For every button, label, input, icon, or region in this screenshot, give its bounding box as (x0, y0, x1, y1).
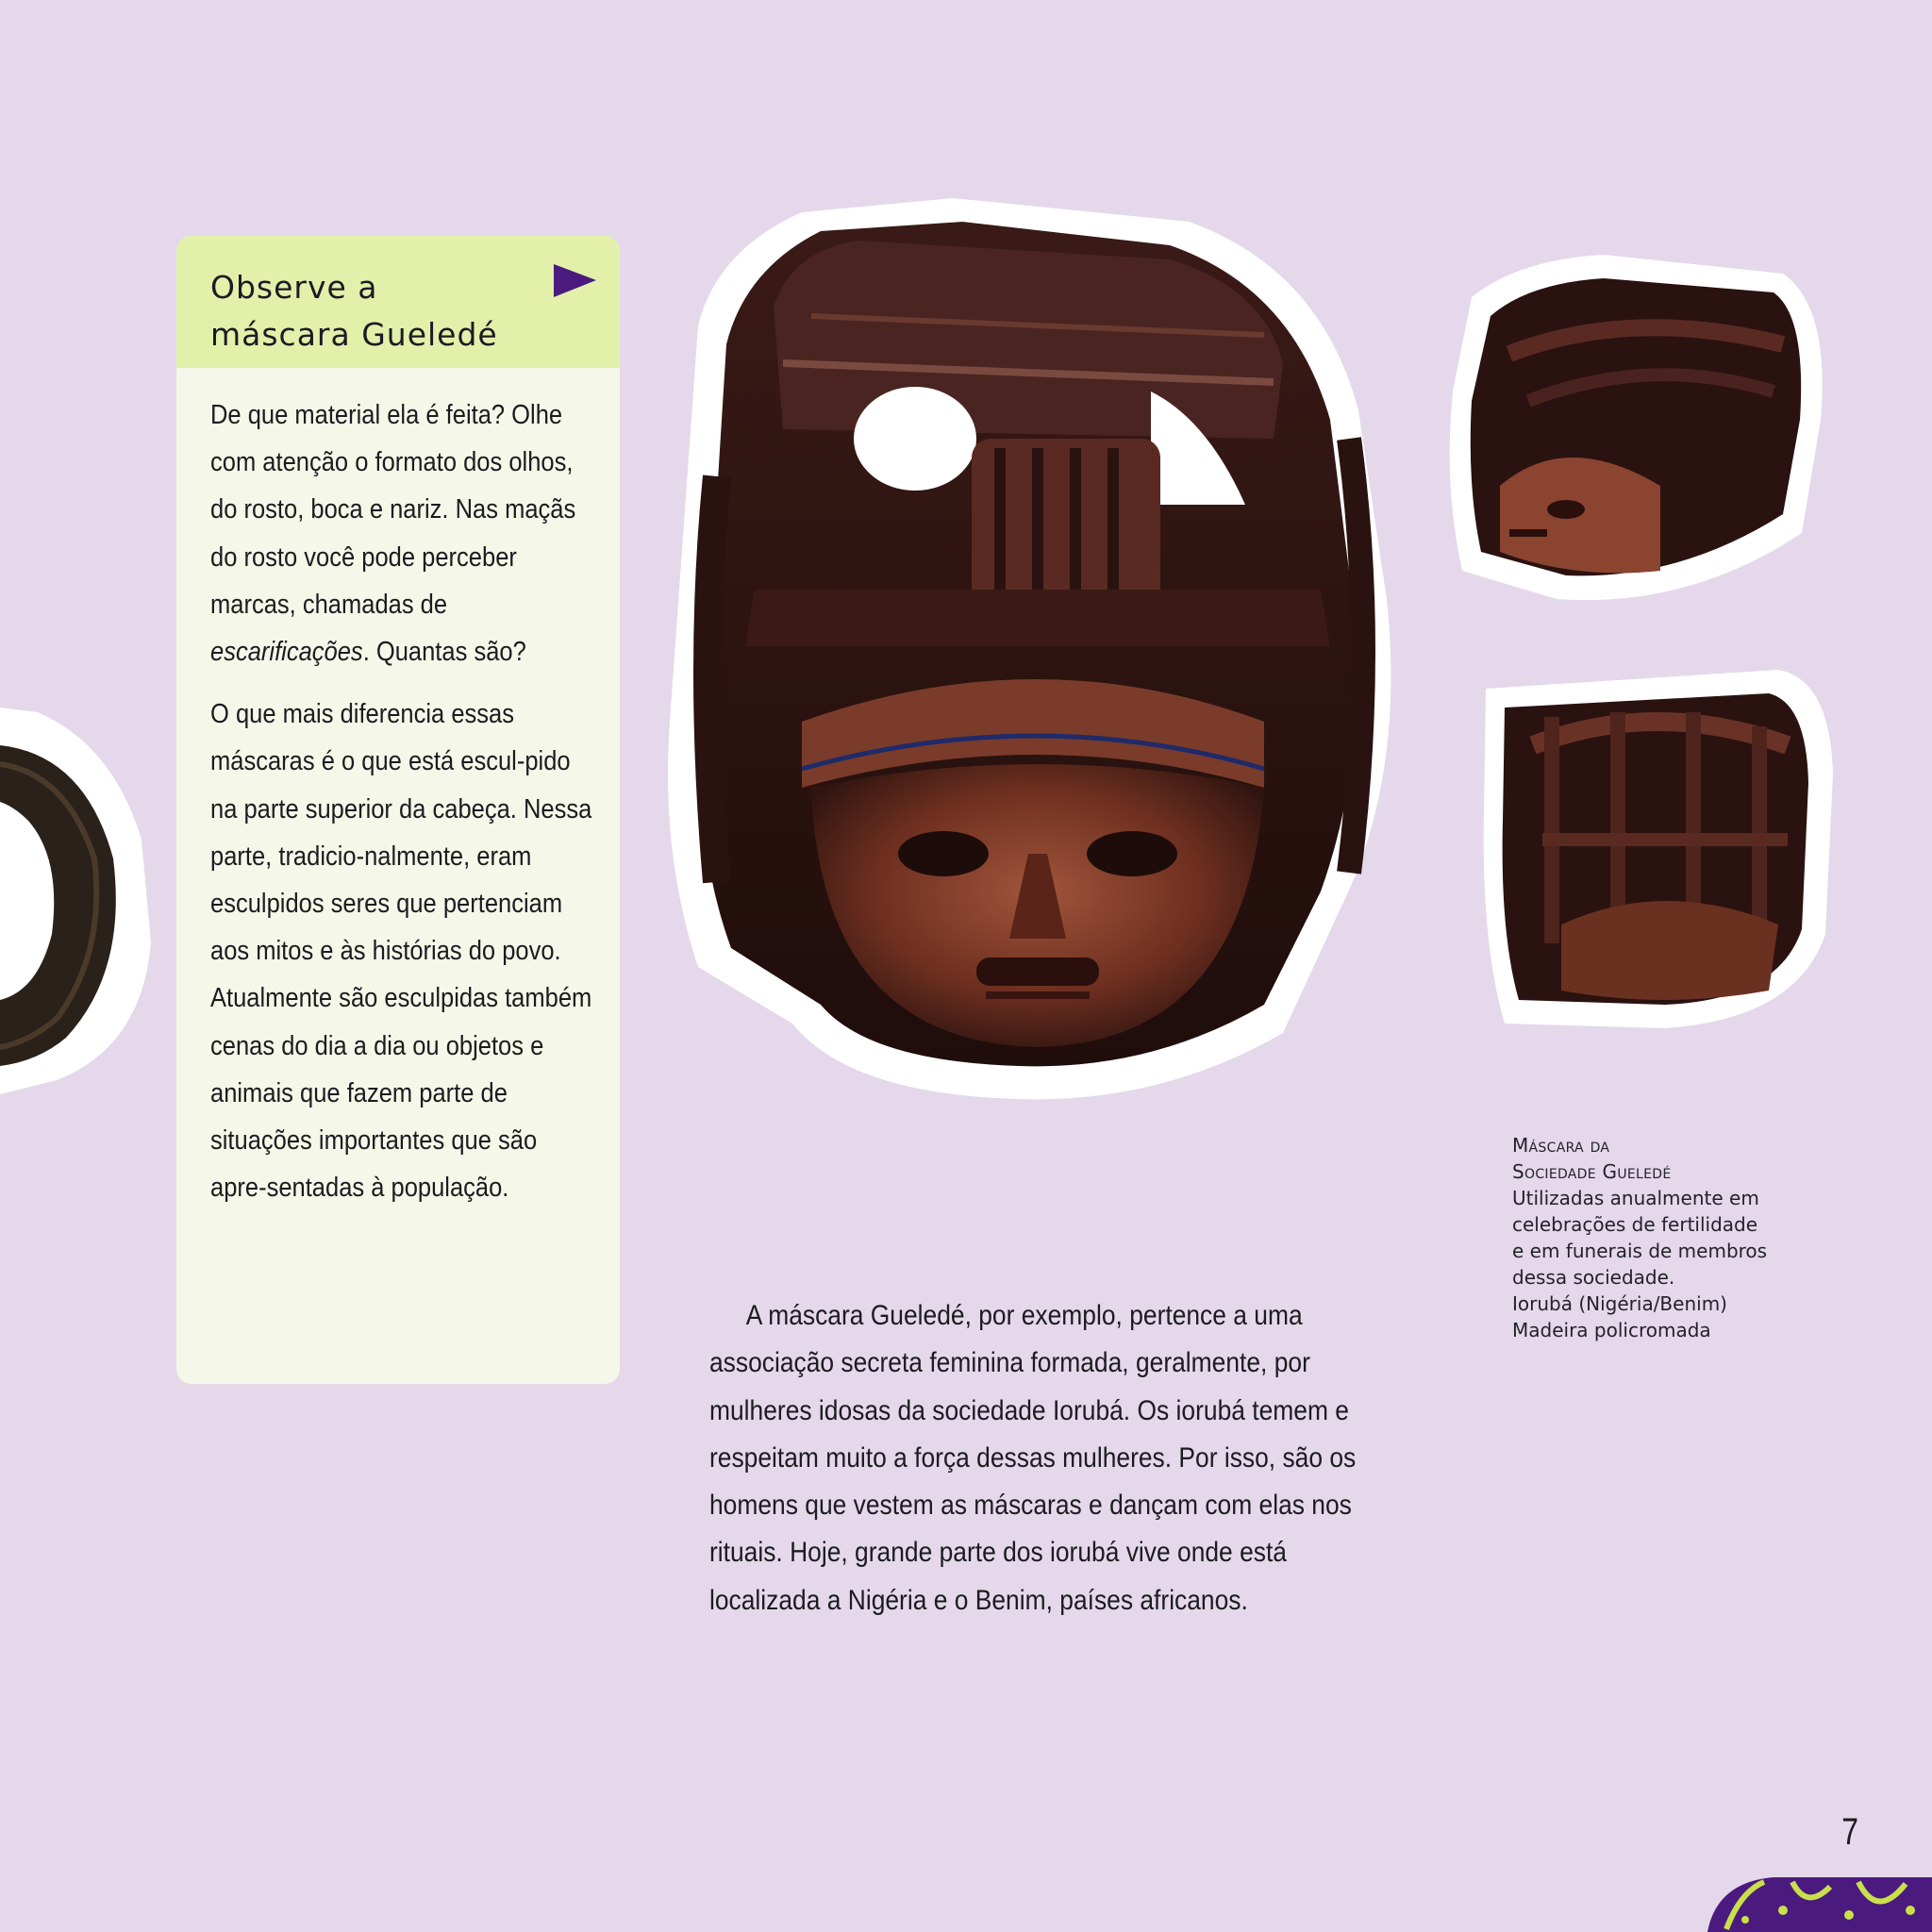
bracelet-ring-image (0, 708, 151, 1094)
observe-paragraph-2: O que mais diferencia essas máscaras é o que está escul-pido na parte superior da cabeça. Nessa parte, tradicio-nalmente, eram esculpidos seres que pertenciam aos mitos e às histórias do povo. Atualmente são esculpidas também cenas do dia a dia ou objetos e animais que fazem parte de situações importantes que são apre-sentadas à população. (210, 699, 592, 1204)
caption-title-line1: Máscara da (1512, 1134, 1610, 1157)
observe-box (176, 236, 620, 1384)
observe-box-header (176, 236, 620, 368)
gelede-mask-back-view-image (1476, 660, 1835, 1033)
observe-title-line1: Observe a (210, 269, 378, 306)
observe-paragraph-1 (210, 391, 599, 675)
caption-line7: Iorubá (Nigéria/Benim) (1512, 1292, 1727, 1315)
gelede-mask-main-image (660, 193, 1415, 1104)
gelede-mask-side-view-image (1443, 250, 1830, 618)
caption-line6: dessa sociedade. (1512, 1266, 1675, 1289)
image-caption (1512, 1132, 1814, 1343)
observe-box-body (210, 391, 597, 1226)
decorative-pattern (1689, 1873, 1932, 1932)
caption-line4: celebrações de fertilidade (1512, 1213, 1758, 1236)
observe-p1-end: . Quantas são? (362, 637, 526, 668)
caption-title-line2: Sociedade Gueledé (1512, 1160, 1672, 1183)
main-paragraph: A máscara Gueledé, por exemplo, pertence a uma associação secreta feminina formada, geralmente, por mulheres idosas da sociedade Iorubá. Os iorubá temem e respeitam muito a força dessas mulheres. Por isso, são os homens que vestem as máscaras e dançam com elas nos rituais. Hoje, grande parte dos iorubá vive onde está localizada a Nigéria e o Benim, países africanos. (709, 1300, 1357, 1616)
caption-line5: e em funerais de membros (1512, 1240, 1768, 1262)
caption-line8: Madeira policromada (1512, 1319, 1711, 1341)
play-arrow-icon (549, 259, 601, 302)
observe-title-line2: máscara Gueledé (210, 316, 498, 353)
caption-line3: Utilizadas anualmente em (1512, 1187, 1759, 1209)
observe-box-title (210, 264, 550, 358)
page-number: 7 (1841, 1811, 1859, 1853)
observe-p1-text: De que material ela é feita? Olhe com atenção o formato dos olhos, do rosto, boca e nariz. Nas maçãs do rosto você pode perceber marcas, chamadas de (210, 400, 576, 620)
observe-p1-italic-term: escarificações (210, 637, 363, 668)
